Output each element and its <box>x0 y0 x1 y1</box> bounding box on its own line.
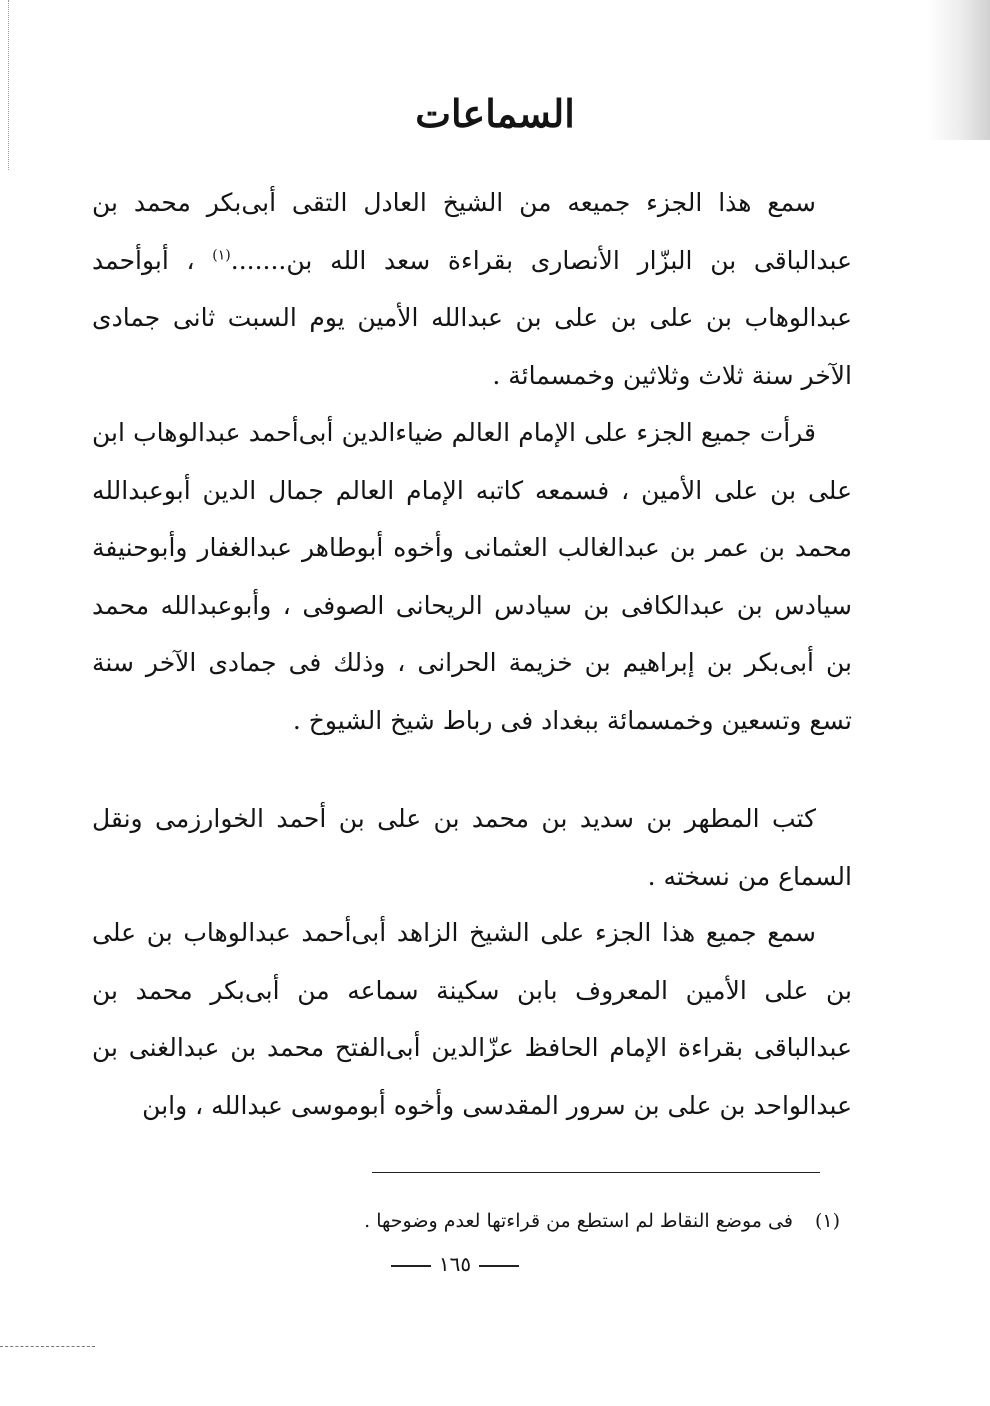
paragraph-4-text: سمع جميع هذا الجزء على الشيخ الزاهد أبى‌أحمد عبدالوهاب بن على بن على الأمين المعروف بابن سكينة سماعه من أبى‌بكر محمد بن عبدالباقى بقراءة الإمام الحافظ عزّالدين أبى‌الفتح محمد بن عبدالغنى بن عبدالواحد بن على بن سرور المقدسى وأخوه أبوموسى عبدالله ، وابن <box>92 918 852 1120</box>
paragraph-2 <box>92 404 852 749</box>
footnote-number: (١) <box>814 1210 840 1232</box>
paragraph-3-text: كتب المطهر بن سديد بن محمد بن على بن أحمد الخوارزمى ونقل السماع من نسخته . <box>92 804 852 891</box>
footnote-text: فى موضع النقاط لم استطع من قراءتها لعدم وضوحها . <box>364 1210 793 1232</box>
page-number <box>0 1252 910 1276</box>
page-number-value: ١٦٥ <box>438 1252 472 1276</box>
paragraph-4 <box>92 904 852 1134</box>
paragraph-2-text: قرأت جميع الجزء على الإمام العالم ضياءالدين أبى‌أحمد عبدالوهاب ابن على بن على الأمين ، فسمعه كاتبه الإمام العالم جمال الدين أبوعبدالله محمد بن عمر بن عبدالغالب العثمانى وأخوه أبوطاهر عبدالغفار وأبوحنيفة سيادس بن عبدالكافى بن سيادس الريحانى الصوفى ، وأبوعبدالله محمد بن أبى‌بكر بن إبراهيم بن خزيمة الحرانى ، وذلك فى جمادى الآخر سنة تسع وتسعين وخمسمائة ببغداد فى رباط شيخ الشيوخ . <box>92 418 852 735</box>
scan-edge-left <box>8 0 13 170</box>
footnote-reference: (١) <box>212 247 231 264</box>
scan-mark-bottom <box>0 1346 95 1349</box>
paragraph-3 <box>92 790 852 905</box>
page-number-dash-right <box>479 1265 519 1267</box>
page-number-dash-left <box>391 1265 431 1267</box>
footnote-divider <box>372 1172 820 1173</box>
paragraph-1-text: سمع هذا الجزء جميعه من الشيخ العادل التقى أبى‌بكر محمد بن عبدالباقى بن البزّار الأنصارى بقراءة سعد الله بن....... <box>92 188 852 275</box>
paragraph-1-text-cont: ، أبوأحمد عبدالوهاب بن على بن على بن عبدالله الأمين يوم السبت ثانى جمادى الآخر سنة ثلاث وثلاثين وخمسمائة . <box>92 245 852 390</box>
footnote <box>150 1206 840 1236</box>
paragraph-1 <box>92 174 852 404</box>
page-title: السماعات <box>415 91 575 137</box>
